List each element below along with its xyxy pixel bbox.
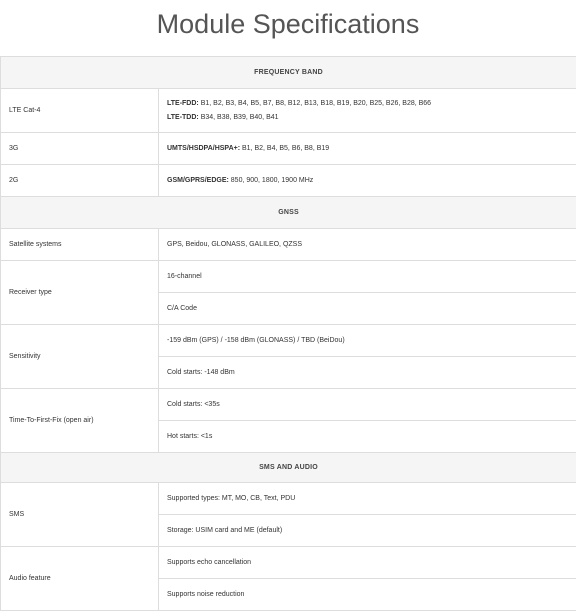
gsm-prefix: GSM/GPRS/EDGE:: [167, 177, 229, 184]
row-value: Cold starts: -148 dBm: [159, 357, 576, 389]
row-value: [159, 133, 576, 165]
section-header-frequency-band: [1, 57, 576, 89]
lte-tdd-prefix: LTE-TDD:: [167, 113, 199, 121]
row-value: -159 dBm (GPS) / -158 dBm (GLONASS) / TBD (BeiDou): [159, 325, 576, 357]
row-label: Audio feature: [1, 547, 159, 611]
lte-fdd-prefix: LTE-FDD:: [167, 99, 199, 107]
table-row-ttff: [1, 389, 576, 421]
section-heading: FREQUENCY BAND: [1, 57, 576, 89]
row-value: C/A Code: [159, 293, 576, 325]
row-label: LTE Cat-4: [1, 89, 159, 133]
row-value: [159, 165, 576, 197]
row-value: 16-channel: [159, 261, 576, 293]
row-label: SMS: [1, 483, 159, 547]
row-label: 2G: [1, 165, 159, 197]
row-label: Time-To-First-Fix (open air): [1, 389, 159, 453]
row-value: Hot starts: <1s: [159, 421, 576, 453]
table-row-2g: [1, 165, 576, 197]
row-label: Receiver type: [1, 261, 159, 325]
gsm-value: 850, 900, 1800, 1900 MHz: [228, 177, 314, 184]
section-header-sms-audio: [1, 453, 576, 483]
row-value: [159, 89, 576, 133]
table-row-audio: [1, 547, 576, 579]
table-row-sms: [1, 483, 576, 515]
row-value: Cold starts: <35s: [159, 389, 576, 421]
table-row-sensitivity: [1, 325, 576, 357]
umts-prefix: UMTS/HSDPA/HSPA+:: [167, 145, 241, 152]
lte-fdd-value: B1, B2, B3, B4, B5, B7, B8, B12, B13, B18, B19, B20, B25, B26, B28, B66: [198, 99, 432, 107]
page-title: Module Specifications: [156, 9, 420, 39]
row-label: 3G: [1, 133, 159, 165]
row-value: GPS, Beidou, GLONASS, GALILEO, QZSS: [159, 229, 576, 261]
table-row-lte-cat4: [1, 89, 576, 133]
table-row-receiver: [1, 261, 576, 293]
table-row-3g: [1, 133, 576, 165]
section-heading: SMS AND AUDIO: [1, 453, 576, 483]
row-label: Satellite systems: [1, 229, 159, 261]
spec-table: [0, 56, 576, 611]
row-label: Sensitivity: [1, 325, 159, 389]
umts-value: B1, B2, B4, B5, B6, B8, B19: [240, 145, 330, 152]
section-heading: GNSS: [1, 197, 576, 229]
table-row-satellite: [1, 229, 576, 261]
lte-fdd-line: [167, 97, 568, 111]
lte-tdd-line: [167, 111, 568, 125]
row-value: Supports noise reduction: [159, 579, 576, 611]
section-header-gnss: [1, 197, 576, 229]
row-value: Storage: USIM card and ME (default): [159, 515, 576, 547]
lte-tdd-value: B34, B38, B39, B40, B41: [198, 113, 279, 121]
row-value: Supports echo cancellation: [159, 547, 576, 579]
row-value: Supported types: MT, MO, CB, Text, PDU: [159, 483, 576, 515]
